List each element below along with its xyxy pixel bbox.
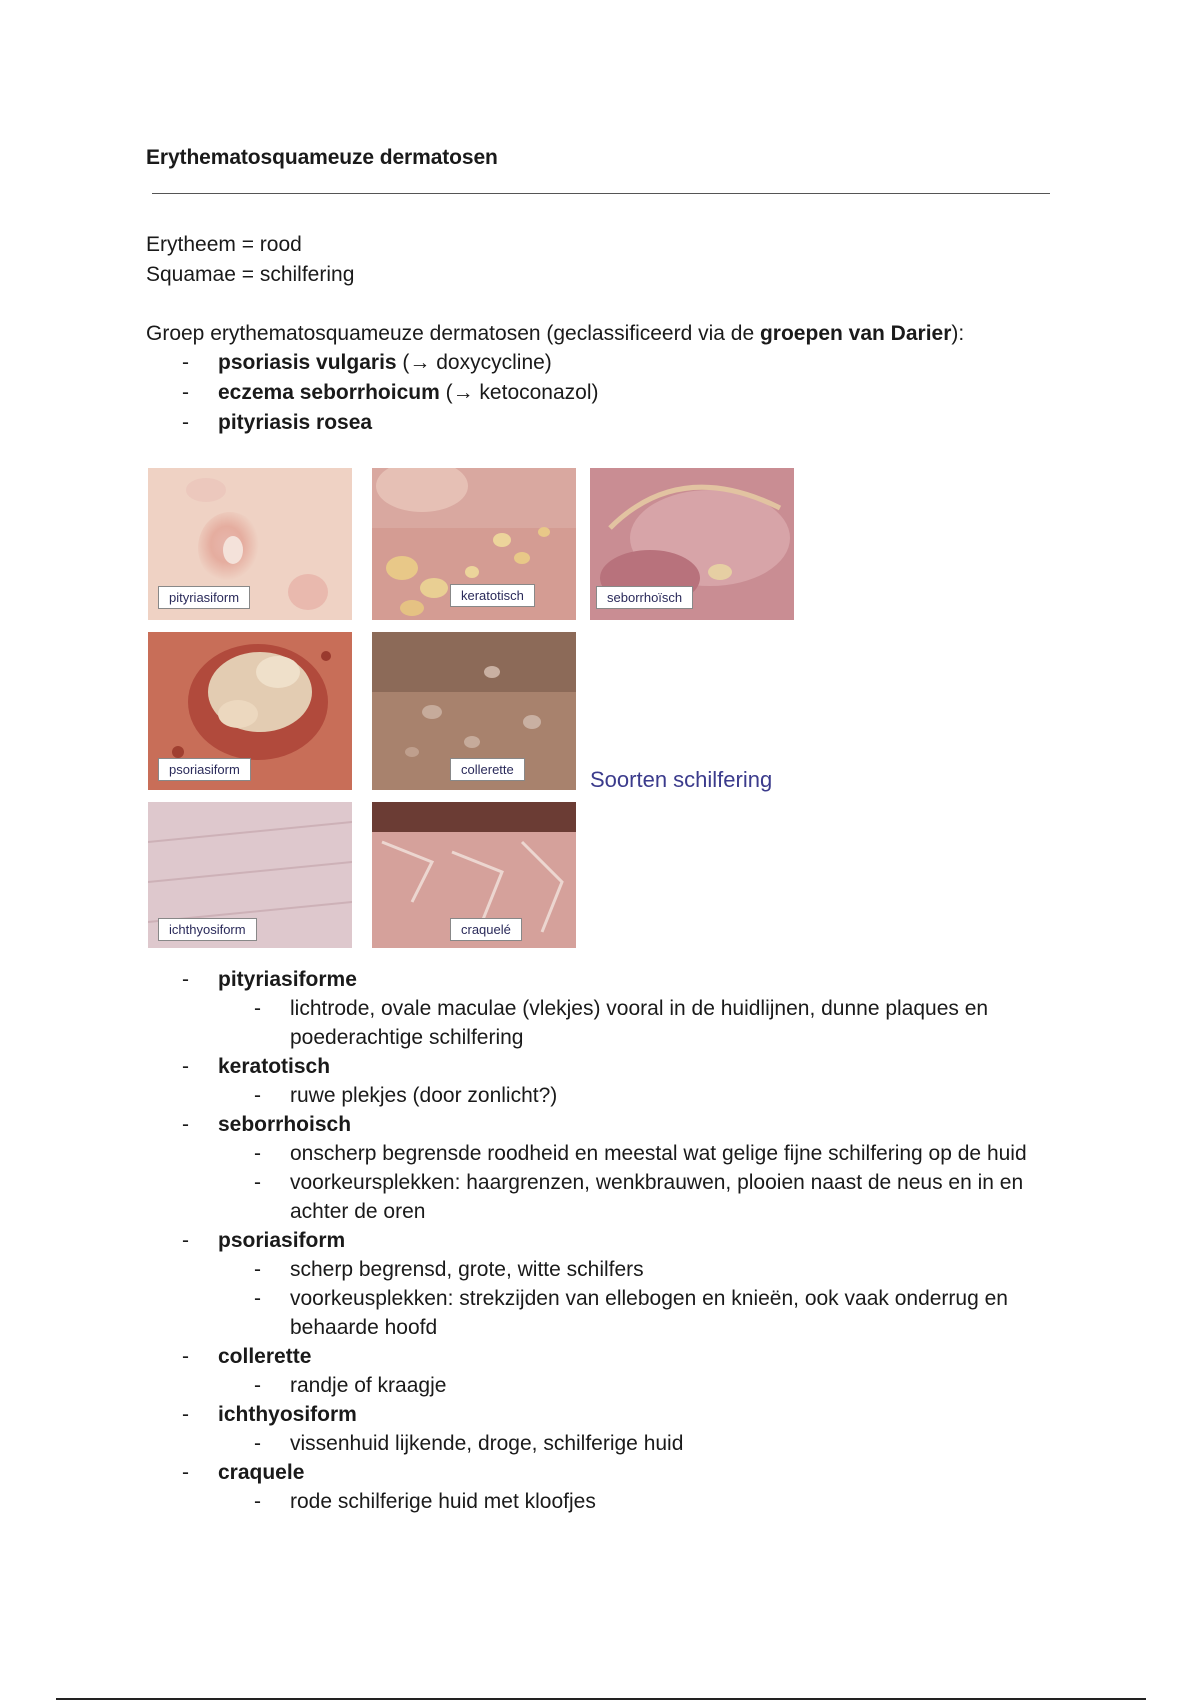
definition-erytheem: Erytheem = rood: [146, 233, 302, 256]
detail-item: - lichtrode, ovale maculae (vlekjes) vooral in de huidlijnen, dunne plaques en poederachtige schilfering: [252, 994, 1060, 1052]
type-name: collerette: [218, 1345, 312, 1368]
page-title: Erythematosquameuze dermatosen: [146, 146, 498, 169]
detail-item: - voorkeursplekken: haargrenzen, wenkbrauwen, plooien naast de neus en in en achter de oren: [252, 1168, 1060, 1226]
list-item: [180, 1342, 1060, 1400]
list-item: [180, 965, 1060, 1052]
definitions: [146, 230, 354, 290]
detail-item: - ruwe plekjes (door zonlicht?): [252, 1081, 1060, 1110]
type-details: [252, 1255, 1060, 1342]
detail-item: - vissenhuid lijkende, droge, schilferige huid: [252, 1429, 1060, 1458]
tile-label: psoriasiform: [158, 758, 251, 781]
group-note: (→ doxycycline): [396, 351, 552, 374]
photo-pityriasiform: [148, 468, 352, 620]
list-item: [180, 1400, 1060, 1458]
group-note: (→ ketoconazol): [439, 381, 599, 404]
tile-label: pityriasiform: [158, 586, 250, 609]
group-name: pityriasis rosea: [218, 411, 373, 434]
detail-item: - onscherp begrensde roodheid en meestal wat gelige fijne schilfering op de huid: [252, 1139, 1060, 1168]
figure-caption: Soorten schilfering: [590, 767, 773, 792]
type-name: craquele: [218, 1461, 305, 1484]
photo-ichthyosiform: [148, 802, 352, 948]
list-item: [180, 1458, 1060, 1516]
list-item: [180, 1226, 1060, 1342]
type-name: keratotisch: [218, 1055, 331, 1078]
detail-item: - scherp begrensd, grote, witte schilfers: [252, 1255, 1060, 1284]
photo-collerette: [372, 632, 576, 790]
tile-label: seborrhoïsch: [596, 586, 693, 609]
photo-craquele: [372, 802, 576, 948]
list-item: [180, 408, 599, 438]
list-item: [180, 1110, 1060, 1226]
detail-item: - rode schilferige huid met kloofjes: [252, 1487, 1060, 1516]
type-details: [252, 1081, 1060, 1110]
type-name: ichthyosiform: [218, 1403, 357, 1426]
definition-squamae: Squamae = schilfering: [146, 263, 355, 286]
scaling-types-list: [180, 965, 1060, 1516]
group-intro: [146, 319, 964, 349]
type-details: [252, 1429, 1060, 1458]
type-name: seborrhoisch: [218, 1113, 352, 1136]
intro-bold: groepen van Darier: [759, 322, 952, 345]
tile-label: ichthyosiform: [158, 918, 257, 941]
type-details: [252, 994, 1060, 1052]
intro-suffix: ):: [951, 322, 965, 345]
tile-label: keratotisch: [450, 584, 535, 607]
list-item: [180, 1052, 1060, 1110]
photo-keratotisch: [372, 468, 576, 620]
list-item: [180, 378, 599, 408]
group-name: eczema seborrhoicum: [218, 381, 440, 404]
photo-seborrhoisch: [590, 468, 794, 620]
photo-psoriasiform: [148, 632, 352, 790]
title-divider: [152, 193, 1050, 194]
type-details: [252, 1371, 1060, 1400]
intro-text: Groep erythematosquameuze dermatosen (geclassificeerd via de: [146, 322, 760, 345]
detail-item: - randje of kraagje: [252, 1371, 1060, 1400]
type-details: [252, 1487, 1060, 1516]
type-details: [252, 1139, 1060, 1226]
list-item: [180, 348, 599, 378]
group-name: psoriasis vulgaris: [218, 351, 397, 374]
scaling-types-figure: [148, 468, 794, 948]
type-name: psoriasiform: [218, 1229, 346, 1252]
tile-label: collerette: [450, 758, 525, 781]
tile-label: craquelé: [450, 918, 522, 941]
type-name: pityriasiforme: [218, 968, 357, 991]
detail-item: - voorkeusplekken: strekzijden van ellebogen en knieën, ook vaak onderrug en behaarde hoofd: [252, 1284, 1060, 1342]
group-list: [180, 348, 599, 438]
